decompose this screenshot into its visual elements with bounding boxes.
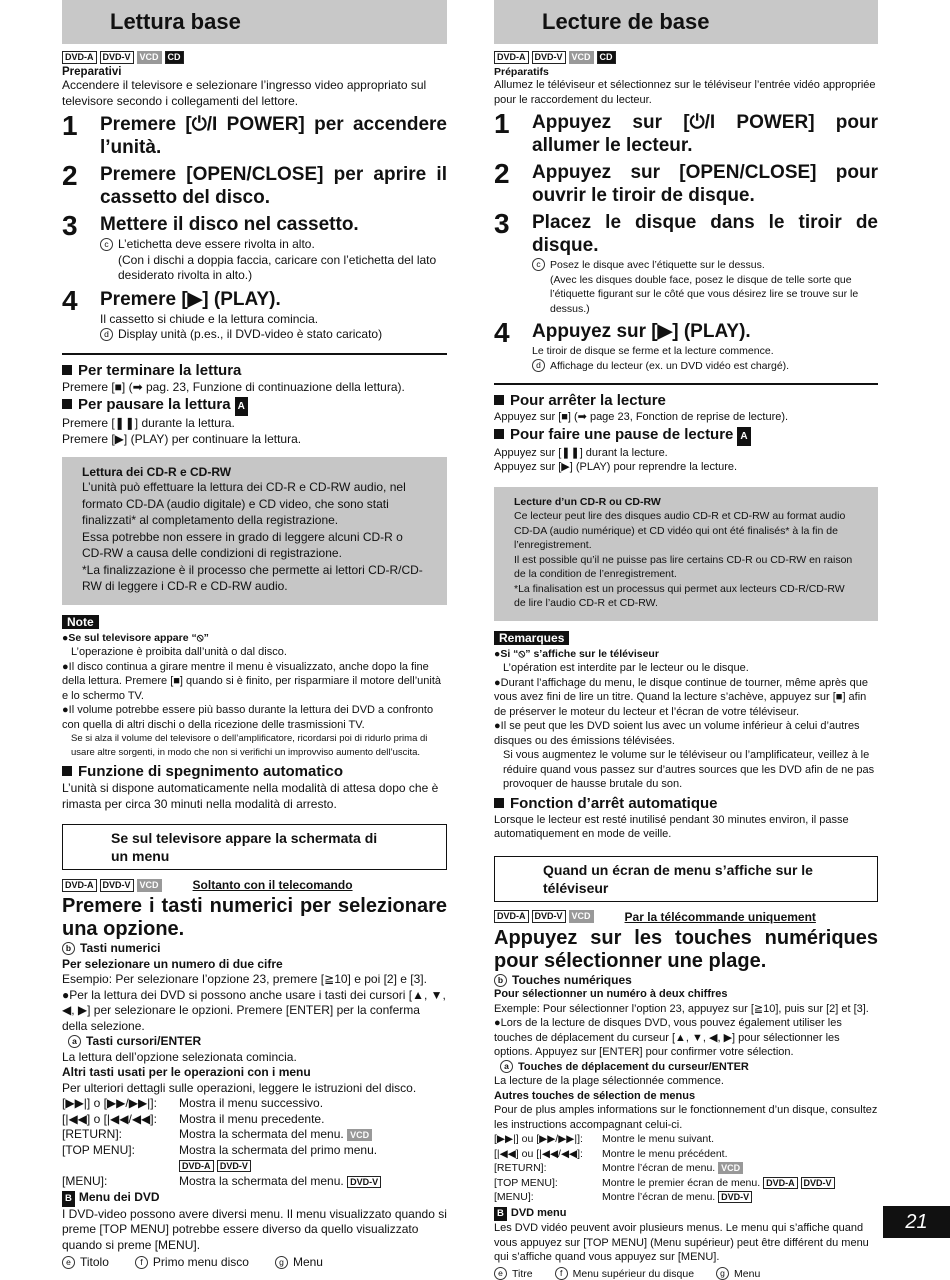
step-1 [494, 108, 878, 157]
badge-dvd-a: DVD-A [763, 1177, 798, 1189]
prep-title: Preparativi [62, 66, 122, 78]
badge-vcd: VCD [569, 910, 594, 923]
step-instruction: Appuyez sur [⏻/I POWER] pour allumer le lecteur. [532, 112, 878, 156]
note-text: L’opération est interdite par le lecteur ou le disque. [503, 662, 749, 674]
prep-title: Préparatifs [494, 66, 549, 78]
callout-marker: c [532, 258, 545, 271]
disc-badges-fr [494, 51, 878, 64]
step-instruction: Appuyez sur [OPEN/CLOSE] pour ouvrir le tiroir de disque. [532, 162, 878, 206]
step-4 [494, 317, 878, 373]
stop-text: Appuyez sur [■] (➡ page 23, Fonction de reprise de lecture). [494, 411, 789, 423]
dvd-menu-text: I DVD-video possono avere diversi menu. Il menu visualizzato quando si preme [TOP MENU] potrebbe essere diverso da quello visualizzato quando si preme [MENU]. [62, 1206, 447, 1252]
remote-only-label: Soltanto con il telecomando [192, 878, 353, 892]
badge-dvd-v: DVD-V [347, 1176, 381, 1188]
divider [494, 383, 878, 385]
note-label: Note [62, 615, 99, 629]
step-instruction: Appuyez sur [▶] (PLAY). [532, 321, 751, 342]
step-instruction: Premere [▶] (PLAY). [100, 288, 281, 310]
pause-heading: Pour faire une pause de lecture A [494, 425, 878, 446]
stop-heading: Pour arrêter la lecture [494, 391, 878, 410]
note-text: ●Durant l’affichage du menu, le disque continue de tourner, même après que vous avez fini de lire un titre. Quand la lecture s’achève, appuyez sur [■] afin de préserver le moteur du lecteur et l’écran de votre téléviseur. [494, 676, 868, 718]
badge-vcd: VCD [137, 51, 162, 64]
stop-heading: Per terminare la lettura [62, 361, 447, 380]
step-3 [62, 210, 447, 284]
step-number: 3 [494, 208, 510, 239]
table-row: [|◀◀] ou [|◀◀/◀◀]: Montre le menu précédent. [494, 1147, 728, 1160]
table-row: [TOP MENU]: Montre le premier écran de menu. DVD-A DVD-V [494, 1176, 835, 1191]
auto-off-heading: Fonction d’arrêt automatique [494, 794, 878, 813]
step-2 [62, 160, 447, 209]
cursor-keys-label: Tasti cursori/ENTER [86, 1034, 202, 1048]
other-keys-text: Per ulteriori dettagli sulle operazioni, leggere le istruzioni del disco. [62, 1080, 417, 1095]
table-row: [MENU]: Montre l’écran de menu. DVD-V [494, 1190, 835, 1205]
callout-marker: b [494, 974, 507, 987]
note-bold: ●Se sul televisore appare “⦸” [62, 631, 209, 644]
auto-off-text: Lorsque le lecteur est resté inutilisé pendant 30 minutes environ, il passe automatiquement en mode de veille. [494, 813, 849, 840]
menu-instruction: Premere i tasti numerici per selezionare una opzione. [62, 895, 447, 940]
step-note: Display unità (p.es., il DVD-video è stato caricato) [118, 327, 383, 341]
prep-text: Allumez le téléviseur et sélectionnez sur le téléviseur l’entrée vidéo appropriée pour le raccordement du lecteur. [494, 79, 876, 106]
step-3 [494, 208, 878, 316]
step-note: (Avec les disques double face, posez le disque de telle sorte que l’étiquette figurant sur le côté que vous désirez lire se trouve sur le dessus.) [550, 273, 859, 315]
two-digit-title: Pour sélectionner un numéro à deux chiffres [494, 988, 728, 1000]
note-bold: ●Si “⦸” s’affiche sur le téléviseur [494, 647, 659, 660]
french-column [494, 0, 878, 1280]
step-number: 1 [494, 108, 510, 139]
step-note: Le tiroir de disque se ferme et la lecture commence. [532, 345, 774, 357]
prep-text: Accendere il televisore e selezionare l’ingresso video appropriato sul televisore secondo i collegamenti del lettore. [62, 78, 427, 108]
other-keys-text: Pour de plus amples informations sur le fonctionnement d’un disque, consultez les instructions accompagnant celui-ci. [494, 1104, 878, 1131]
note-text: L’operazione è proibita dall’unità o dal disco. [71, 646, 287, 658]
pause-text: Premere [❚❚] durante la lettura. [62, 416, 235, 430]
cdr-footnote: *La finalizzazione è il processo che permette ai lettori CD-R/CD-RW di leggere i CD-R e CD-RW audio. [82, 562, 423, 593]
dvd-menu-text: Les DVD vidéo peuvent avoir plusieurs menus. Le menu qui s’affiche quand vous appuyez sur [TOP MENU] (Menu supérieur) peut être différent du menu qui s’affiche quand vous appuyez sur [MENU]. [494, 1222, 869, 1263]
step-instruction: Premere [⏻/I POWER] per accendere l’unità. [100, 114, 447, 158]
cursor-text: ●Lors de la lecture de disques DVD, vous pouvez également utiliser les touches de déplacement du curseur [▲, ▼, ◀, ▶] pour sélectionner les options. Appuyez sur [ENTER] pour confirmer votre sélection. [494, 1017, 842, 1058]
auto-off-heading: Funzione di spegnimento automatico [62, 762, 447, 781]
cdr-footnote: *La finalisation est un processus qui permet aux lecteurs CD-R/CD-RW de lire l’audio CD-R et CD-RW. [514, 582, 845, 609]
two-digit-text: Exemple: Pour sélectionner l’option 23, appuyez sur [≧10], puis sur [2] et [3]. [494, 1002, 869, 1015]
step-instruction: Placez le disque dans le tiroir de disque. [532, 212, 878, 256]
table-row: [MENU]: Mostra la schermata del menu. DVD-V [62, 1174, 381, 1190]
label-a: A [235, 397, 248, 416]
cdr-text: Ce lecteur peut lire des disques audio CD-R et CD-RW au format audio CD-DA (audio numérique) et CD vidéo qui ont été finalisés* à la fin de l’enregistrement. [514, 510, 846, 551]
step-number: 2 [494, 158, 510, 189]
two-digit-text: Esempio: Per selezionare l’opzione 23, premere [≧10] e poi [2] e [3]. [62, 972, 427, 986]
badge-dvd-v: DVD-V [100, 879, 134, 892]
badge-dvd-v: DVD-V [532, 51, 566, 64]
square-bullet-icon [494, 429, 504, 439]
square-bullet-icon [62, 766, 72, 776]
section-title-it: Lettura base [62, 0, 447, 44]
cdr-info-box [62, 457, 447, 605]
badge-dvd-a: DVD-A [494, 910, 529, 923]
menu-badges [62, 878, 447, 892]
callout-marker: d [532, 359, 545, 372]
badge-dvd-a: DVD-A [494, 51, 529, 64]
menu-frame-title: Quand un écran de menu s’affiche sur le téléviseur [494, 856, 878, 902]
step-4 [62, 284, 447, 343]
step-number: 1 [62, 110, 78, 141]
badge-cd: CD [597, 51, 616, 64]
dvd-menu-title: Menu dei DVD [78, 1190, 160, 1204]
num-keys-label: Tasti numerici [80, 941, 161, 955]
badge-cd: CD [165, 51, 184, 64]
label-a: A [737, 427, 750, 446]
step-number: 2 [62, 160, 78, 191]
table-row: [|◀◀] o [|◀◀/◀◀]: Mostra il menu precedente. [62, 1111, 325, 1126]
step-note: (Con i dischi a doppia faccia, caricare con l’etichetta del lato desiderato rivolta in alto.) [118, 252, 437, 282]
italian-column [62, 0, 447, 1269]
other-keys-title: Autres touches de sélection de menus [494, 1089, 696, 1102]
cdr-title: Lecture d’un CD-R ou CD-RW [514, 495, 661, 508]
cursor-after: La lettura dell’opzione selezionata comincia. [62, 1049, 297, 1064]
badge-dvd-a: DVD-A [179, 1160, 214, 1172]
num-keys-label: Touches numériques [512, 972, 632, 987]
cdr-text: L’unità può effettuare la lettura dei CD-R e CD-RW audio, nel formato CD-DA (audio digitale) e CD video, che sono stati finalizzati* al completamento della registrazione. [82, 480, 406, 527]
cdr-text: Il est possible qu’il ne puisse pas lire certains CD-R ou CD-RW en raison de la condition de l’enregistrement. [514, 553, 853, 580]
step-instruction: Premere [OPEN/CLOSE] per aprire il cassetto del disco. [100, 164, 447, 208]
step-note: Il cassetto si chiude e la lettura comincia. [100, 311, 319, 326]
cursor-text: ●Per la lettura dei DVD si possono anche usare i tasti dei cursori [▲, ▼, ◀, ▶] per selezionare le opzioni. Premere [ENTER] per la conferma della selezione. [62, 987, 446, 1033]
menu-badges [494, 910, 878, 924]
cursor-after: La lecture de la plage sélectionnée commence. [494, 1075, 724, 1087]
stop-text: Premere [■] (➡ pag. 23, Funzione di continuazione della lettura). [62, 379, 405, 394]
table-row: [▶▶|] o [▶▶/▶▶|]: Mostra il menu successivo. [62, 1096, 324, 1110]
step-number: 3 [62, 210, 78, 241]
note-text: ●Il se peut que les DVD soient lus avec un volume inférieur à celui d’autres disques ou des émissions télévisées. [494, 720, 860, 747]
footer-legend: e Titolo f Primo menu disco g Menu [62, 1255, 447, 1269]
badge-dvd-v: DVD-V [217, 1160, 251, 1172]
table-row: [RETURN]: Mostra la schermata del menu. VCD [62, 1127, 381, 1143]
cdr-title: Lettura dei CD-R e CD-RW [82, 465, 232, 479]
label-b: B [494, 1207, 507, 1222]
badge-dvd-v: DVD-V [718, 1191, 752, 1203]
step-note: Posez le disque avec l’étiquette sur le dessus. [550, 259, 765, 271]
two-digit-title: Per selezionare un numero di due cifre [62, 956, 283, 971]
keys-table [62, 1096, 381, 1189]
note-text: Si vous augmentez le volume sur le téléviseur ou l’amplificateur, veillez à le réduire quand vous passez sur d’autres sources que les DVD afin de ne pas provoquer de hausse brutale du son. [503, 749, 875, 790]
dvd-menu-title: DVD menu [510, 1206, 567, 1219]
square-bullet-icon [62, 365, 72, 375]
divider [62, 353, 447, 355]
step-note: L’etichetta deve essere rivolta in alto. [118, 237, 315, 251]
callout-marker: a [500, 1060, 513, 1073]
note-text: ●Il disco continua a girare mentre il menu è visualizzato, anche dopo la fine della lettura. Premere [■] quando si è finito, per risparmiare il motore dell’unità e lo schermo TV. [62, 660, 441, 702]
badge-vcd: VCD [137, 879, 162, 892]
cdr-text: Essa potrebbe non essere in grado di leggere alcuni CD-R o CD-RW a causa delle condizioni di registrazione. [82, 529, 403, 560]
table-row: [▶▶|] ou [▶▶/▶▶|]: Montre le menu suivant. [494, 1133, 715, 1145]
pause-heading: Per pausare la lettura A [62, 395, 447, 416]
square-bullet-icon [62, 399, 72, 409]
keys-table [494, 1132, 835, 1205]
step-number: 4 [494, 317, 510, 348]
step-number: 4 [62, 284, 78, 316]
table-row: [RETURN]: Montre l’écran de menu. VCD [494, 1161, 835, 1176]
note-label: Remarques [494, 631, 569, 645]
table-row [62, 1158, 381, 1174]
badge-dvd-v: DVD-V [532, 910, 566, 923]
remote-only-label: Par la télécommande uniquement [624, 909, 816, 924]
section-title-fr: Lecture de base [494, 0, 878, 44]
badge-dvd-v: DVD-V [801, 1177, 835, 1189]
callout-marker: d [100, 328, 113, 341]
note-text: ●Il volume potrebbe essere più basso durante la lettura dei DVD a confronto con quella di altri dischi o della ricezione delle trasmissioni TV. [62, 704, 434, 731]
menu-frame-title: Se sul televisore appare la schermata di un menu [62, 824, 447, 870]
step-2 [494, 158, 878, 207]
menu-instruction: Appuyez sur les touches numériques pour sélectionner une plage. [494, 926, 878, 972]
step-instruction: Mettere il disco nel cassetto. [100, 214, 359, 235]
badge-vcd: VCD [569, 51, 594, 64]
label-b: B [62, 1191, 75, 1207]
badge-vcd: VCD [718, 1162, 743, 1174]
badge-vcd: VCD [347, 1129, 372, 1141]
footer-legend: e Titre f Menu supérieur du disque g Menu [494, 1267, 878, 1280]
table-row: [TOP MENU]: Mostra la schermata del primo menu. [62, 1142, 378, 1157]
resume-text: Appuyez sur [▶] (PLAY) pour reprendre la lecture. [494, 461, 738, 473]
page-number: 21 [883, 1206, 950, 1238]
badge-dvd-a: DVD-A [62, 879, 97, 892]
step-note: Affichage du lecteur (ex. un DVD vidéo est chargé). [550, 359, 790, 372]
callout-marker: c [100, 238, 113, 251]
callout-marker: a [68, 1035, 81, 1048]
disc-badges-it [62, 51, 447, 64]
square-bullet-icon [494, 798, 504, 808]
badge-dvd-v: DVD-V [100, 51, 134, 64]
other-keys-title: Altri tasti usati per le operazioni con i menu [62, 1065, 311, 1079]
callout-marker: b [62, 942, 75, 955]
badge-dvd-a: DVD-A [62, 51, 97, 64]
square-bullet-icon [494, 395, 504, 405]
auto-off-text: L’unità si dispone automaticamente nella modalità di attesa dopo che è rimasta per circa 30 minuti nella modalità di arresto. [62, 781, 439, 811]
cursor-keys-label: Touches de déplacement du curseur/ENTER [518, 1060, 749, 1073]
step-1 [62, 110, 447, 159]
note-small: Se si alza il volume del televisore o dell’amplificatore, ricordarsi poi di ridurlo prima di usare altre sorgenti, in modo che non si verifichi un improvviso aumento dell’uscita. [71, 733, 428, 758]
pause-text: Appuyez sur [❚❚] durant la lecture. [494, 446, 668, 459]
resume-text: Premere [▶] (PLAY) per continuare la lettura. [62, 431, 302, 446]
cdr-info-box [494, 487, 878, 621]
